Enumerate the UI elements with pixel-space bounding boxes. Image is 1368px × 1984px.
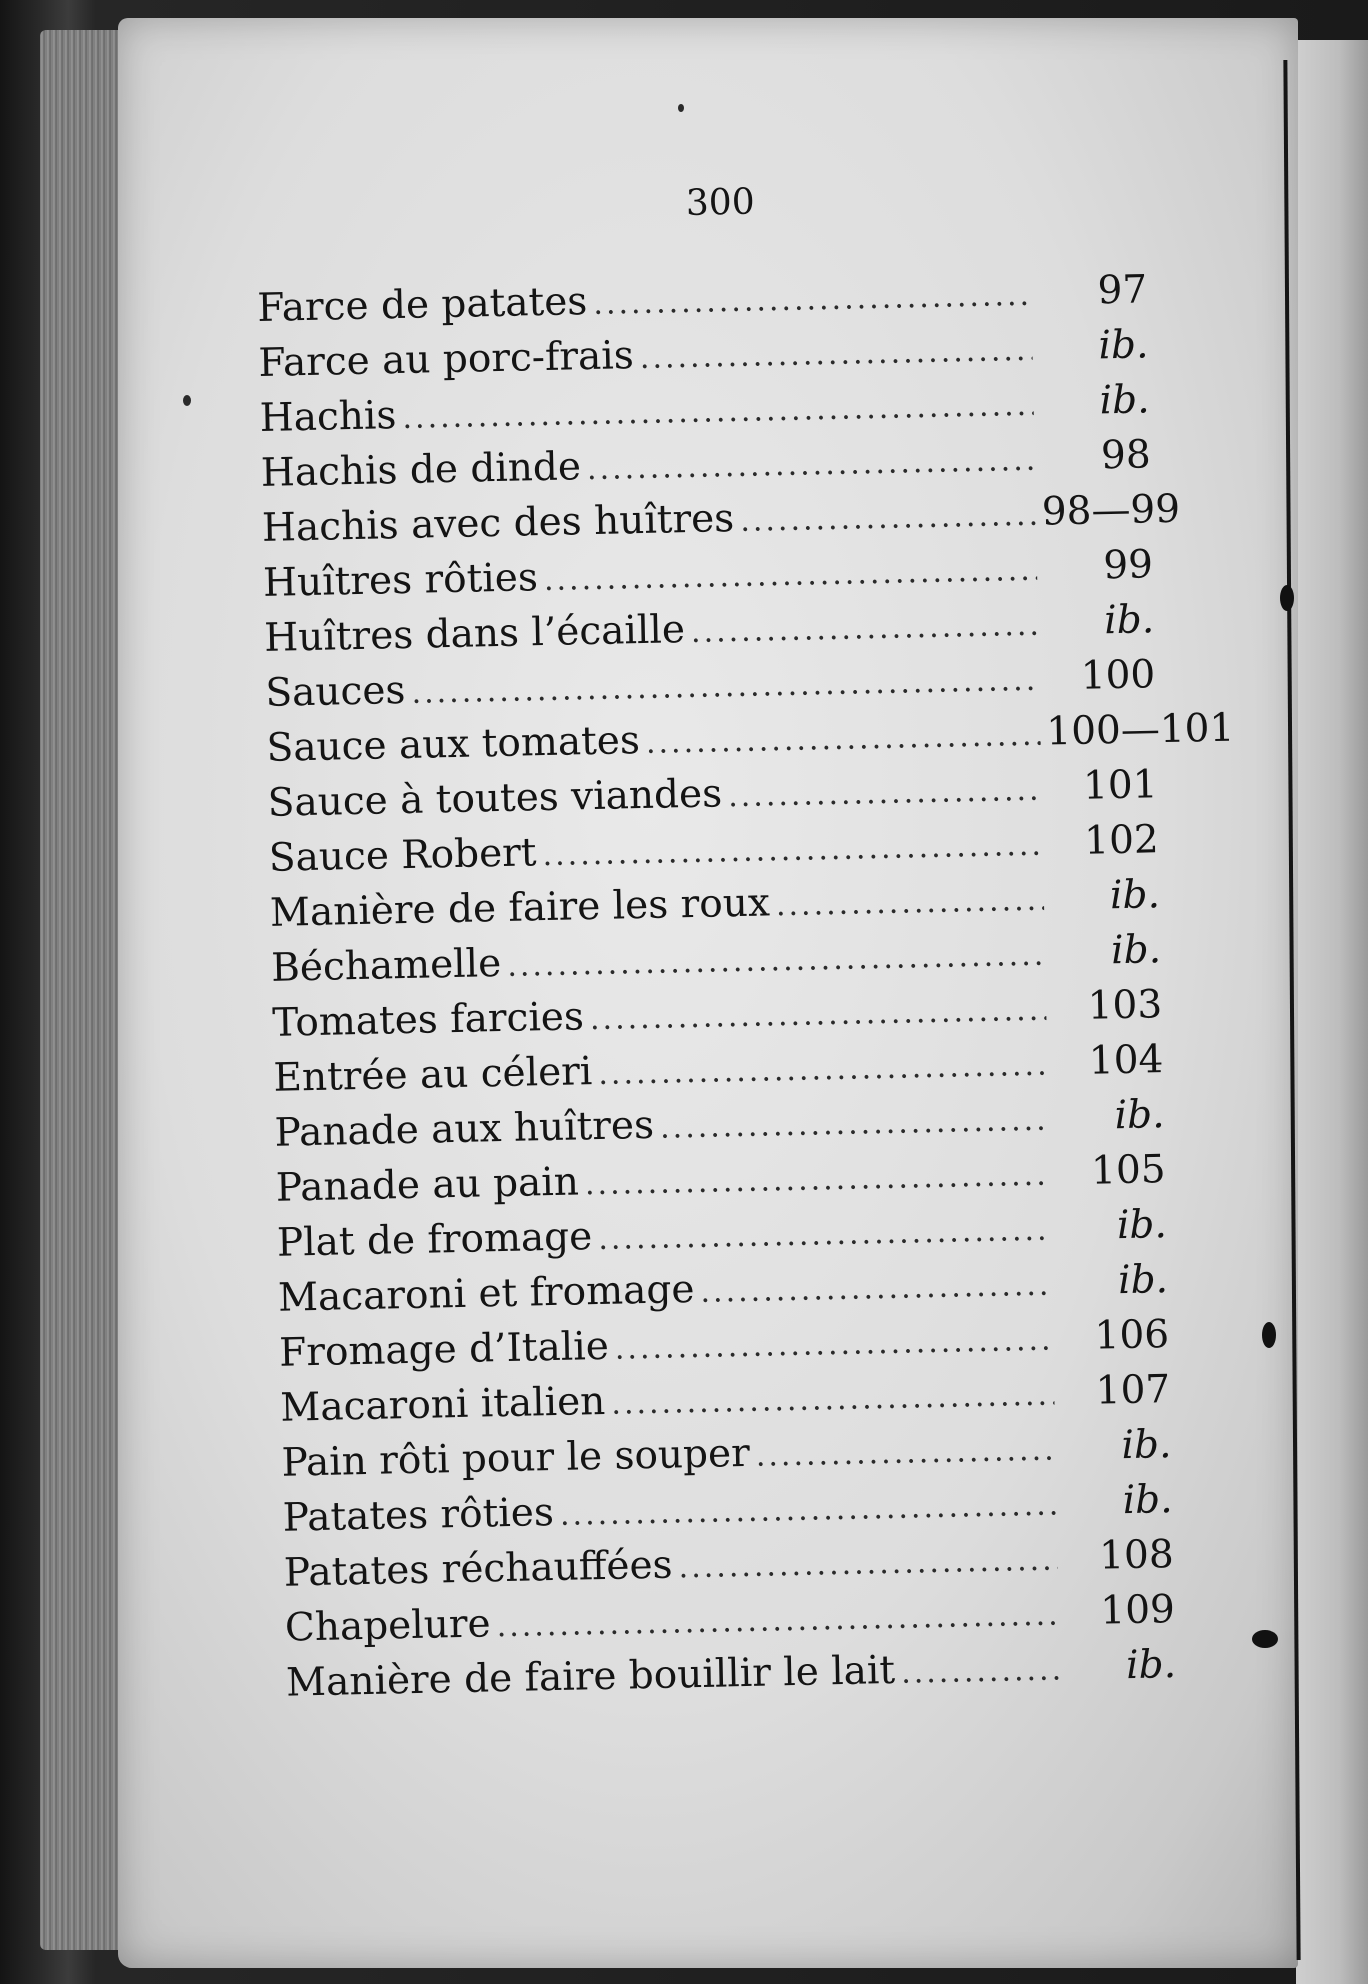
dot-leader [678,1532,1058,1595]
entry-page-ref: 102 [1083,817,1160,864]
entry-title: Manière de faire les roux [269,880,771,936]
binding-thread-mark [1252,1630,1278,1648]
entry-page-ref: 105 [1090,1147,1167,1194]
entry-page-ref: 98—99 [1041,486,1181,535]
entry-page-ref: ib. [1125,1642,1177,1689]
entry-page-ref: ib. [1116,1202,1168,1249]
index-list [256,262,1235,1711]
entry-title: Huîtres rôties [262,555,539,606]
dot-leader [584,1148,1050,1213]
entry-page-ref: 106 [1094,1312,1170,1359]
entry-title: Macaroni et fromage [277,1267,695,1321]
dot-leader [593,268,1032,332]
entry-page-ref: ib. [1110,927,1162,974]
entry-title: Hachis [259,393,397,441]
entry-title: Patates réchauffées [283,1542,674,1596]
entry-title: Sauce Robert [268,830,537,881]
entry-title: Panade au pain [275,1159,580,1211]
entry-title: Patates rôties [282,1490,555,1541]
entry-page-ref: 97 [1097,267,1148,314]
entry-title: Panade aux huîtres [274,1102,655,1156]
dot-leader [586,433,1035,497]
entry-title: Sauce aux tomates [266,718,641,771]
binding-thread-mark [1280,585,1294,611]
facing-page-edge [1296,40,1368,1984]
entry-title: Manière de faire bouillir le lait [285,1647,896,1706]
entry-page-ref: 108 [1098,1532,1175,1579]
dot-leader [543,543,1037,608]
entry-title: Sauce à toutes viandes [267,771,723,826]
entry-page-ref: ib. [1098,322,1149,369]
entry-title: Farce au porc-frais [258,333,635,386]
dot-leader [901,1642,1061,1700]
entry-page-ref: 107 [1095,1367,1171,1414]
entry-title: Sauces [264,667,406,716]
ink-speck [183,395,191,406]
entry-page-ref: 103 [1087,982,1163,1029]
entry-title: Béchamelle [270,941,502,991]
entry-page-ref: ib. [1122,1477,1173,1524]
ink-speck [678,104,684,112]
dot-leader [755,1423,1056,1484]
entry-page-ref: 100 [1080,652,1156,699]
dot-leader [639,323,1033,386]
entry-title: Farce de patates [256,279,588,331]
dot-leader [589,983,1046,1048]
entry-title: Macaroni italien [279,1378,606,1431]
entry-title: Entrée au céleri [273,1049,593,1101]
dot-leader [700,1258,1053,1320]
binding-thread-mark [1262,1322,1276,1348]
dot-leader [614,1313,1053,1377]
entry-page-ref: ib. [1121,1422,1172,1469]
entry-title: Chapelure [284,1601,492,1651]
entry-page-ref: 100—101 [1045,705,1235,755]
entry-page-ref: ib. [1099,377,1150,424]
entry-title: Pain rôti pour le souper [281,1430,751,1486]
entry-title: Hachis de dinde [260,444,582,496]
dot-leader [659,1093,1049,1156]
entry-title: Fromage d’Italie [278,1323,610,1376]
entry-page-ref: 109 [1099,1587,1176,1634]
dot-leader [645,708,1041,771]
entry-page-ref: 104 [1088,1037,1164,1084]
entry-title: Hachis avec des huîtres [261,496,735,551]
page-number: 300 [685,181,756,224]
entry-page-ref: 99 [1102,542,1154,589]
entry-page-ref: ib. [1109,872,1161,919]
dot-leader [775,873,1044,934]
entry-page-ref: 101 [1082,762,1159,809]
dot-leader [728,763,1043,825]
page-edges [40,30,130,1950]
entry-title: Tomates farcies [271,994,585,1046]
dot-leader [598,1203,1052,1267]
dot-leader [690,598,1038,660]
dot-leader [611,1368,1055,1432]
entry-page-ref: ib. [1117,1257,1169,1304]
dot-leader [740,488,1037,549]
entry-title: Plat de fromage [276,1214,593,1266]
entry-page-ref: ib. [1103,597,1155,644]
entry-page-ref: 98 [1100,432,1152,479]
index-content [255,176,1235,1711]
entry-title: Huîtres dans l’écaille [263,607,686,661]
entry-page-ref: ib. [1114,1092,1165,1139]
dot-leader [598,1038,1048,1102]
